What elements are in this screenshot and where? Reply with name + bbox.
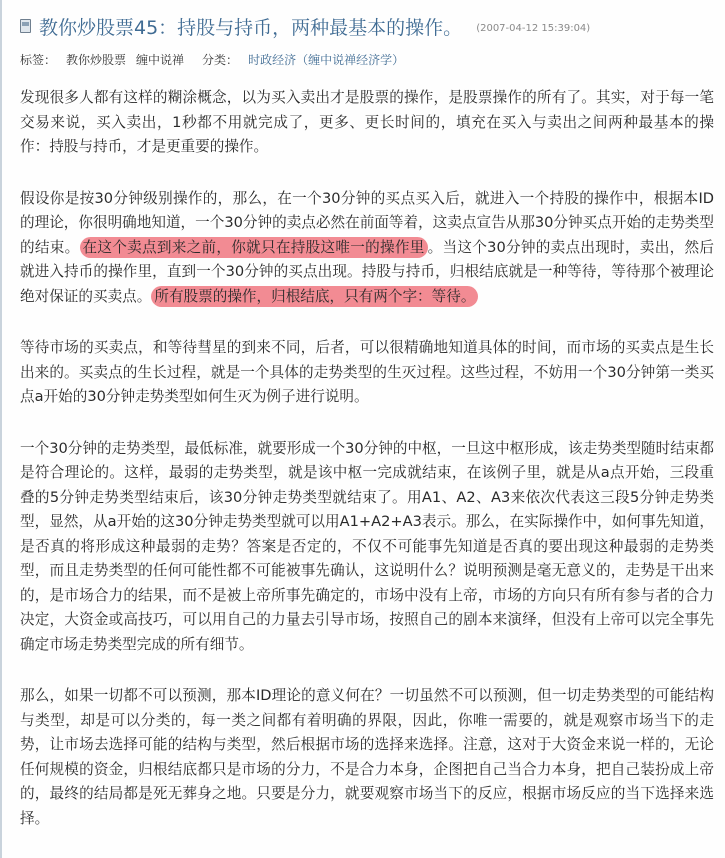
mobile-phone-icon	[20, 19, 31, 33]
paragraph: 一个30分钟的走势类型，最低标准，就要形成一个30分钟的中枢，一旦这中枢形成，该走势类型随时结束都是符合理论的。这样，最弱的走势类型，就是该中枢一完成就结束，在该例子里，就是从a点开始，三段重叠的5分钟走势类型结束后，该30分钟走势类型就结束了。用A1、A2、A3来依次代表这三段5分钟走势类型，显然，从a开始的这30分钟走势类型就可以用A1+A2+A3表示。那么，在实际操作中，如何事先知道，是否真的将形成这种最弱的走势？答案是否定的，不仅不可能事先知道是否真的要出现这种最弱的走势类型，而且走势类型的任何可能性都不可能被事先确认，这说明什么？说明预测是毫无意义的，走势是干出来的，是市场合力的结果，而不是被上帝所事先确定的，市场中没有上帝，市场的方向只有所有参与者的合力决定，大资金或高技巧，可以用自己的力量去引导市场，按照自己的剧本来演绎，但没有上帝可以完全事先确定市场走势类型完成的所有细节。	[20, 439, 714, 653]
paragraph: 那么，如果一切都不可以预测，那本ID理论的意义何在？一切虽然不可以预测，但一切走势类型的可能结构与类型，却是可以分类的，每一类之间都有着明确的界限，因此，你唯一需要的，就是观察市场当下的走势，让市场去选择可能的结构与类型，然后根据市场的选择来选择。注意，这对于大资金来说一样的，无论任何规模的资金，归根结底都只是市场的分力，不是合力本身，企图把自己当合力本身，把自己装扮成上帝的，最终的结局都是死无葬身之地。只要是分力，就要观察市场当下的反应，根据市场反应的当下选择来选择。	[20, 687, 714, 827]
tags-label: 标签：	[20, 52, 57, 67]
category-label: 分类：	[202, 52, 239, 67]
tag-link[interactable]: 教你炒股票	[66, 52, 127, 67]
paragraph: 发现很多人都有这样的糊涂概念，以为买入卖出才是股票的操作，是股票操作的所有了。其实，对于每一笔交易来说，买入卖出，1秒都不用就完成了，更多、更长时间的，填充在买入与卖出之间两种最基本的操作：持股与持币，才是更重要的操作。	[20, 89, 714, 155]
category-link[interactable]: 时政经济（缠中说禅经济学）	[248, 52, 405, 67]
article-body	[20, 86, 714, 831]
title-row	[20, 13, 714, 39]
paragraph-text: 假设你是按30分钟级别操作的，那么，在一个30分钟的买点买入后，就进入一个持股的操作中，根据本ID的理论，你很明确地知道，一个30分钟的卖点必然在前面等着，这卖点宣告从那30分钟买点开始的走势类型的结束。	[20, 189, 714, 256]
left-border	[0, 0, 2, 858]
article-date: (2007-04-12 15:39:04)	[476, 22, 591, 34]
paragraph	[20, 187, 714, 310]
article-title[interactable]: 教你炒股票45：持股与持币，两种最基本的操作。	[39, 16, 463, 39]
paragraph-text: 。当这个30分钟的卖点出现时，卖出，然后就进入持币的操作里，直到一个30分钟的买点出现。持股与持币，归根结底就是一种等待，等待那个被理论绝对保证的买卖点。	[20, 238, 714, 305]
blog-article	[20, 0, 714, 858]
tag-link[interactable]: 缠中说禅	[136, 52, 185, 67]
article-meta	[20, 50, 714, 68]
highlighted-text: 所有股票的操作，归根结底，只有两个字：等待。	[151, 286, 478, 307]
highlighted-text: 在这个卖点到来之前，你就只在持股这唯一的操作里	[80, 237, 428, 258]
paragraph: 等待市场的买卖点，和等待彗星的到来不同，后者，可以很精确地知道具体的时间，而市场的买卖点是生长出来的。买卖点的生长过程，就是一个具体的走势类型的生灭过程。这些过程，不妨用一个30分钟第一类买点a开始的30分钟走势类型如何生灭为例子进行说明。	[20, 339, 714, 405]
